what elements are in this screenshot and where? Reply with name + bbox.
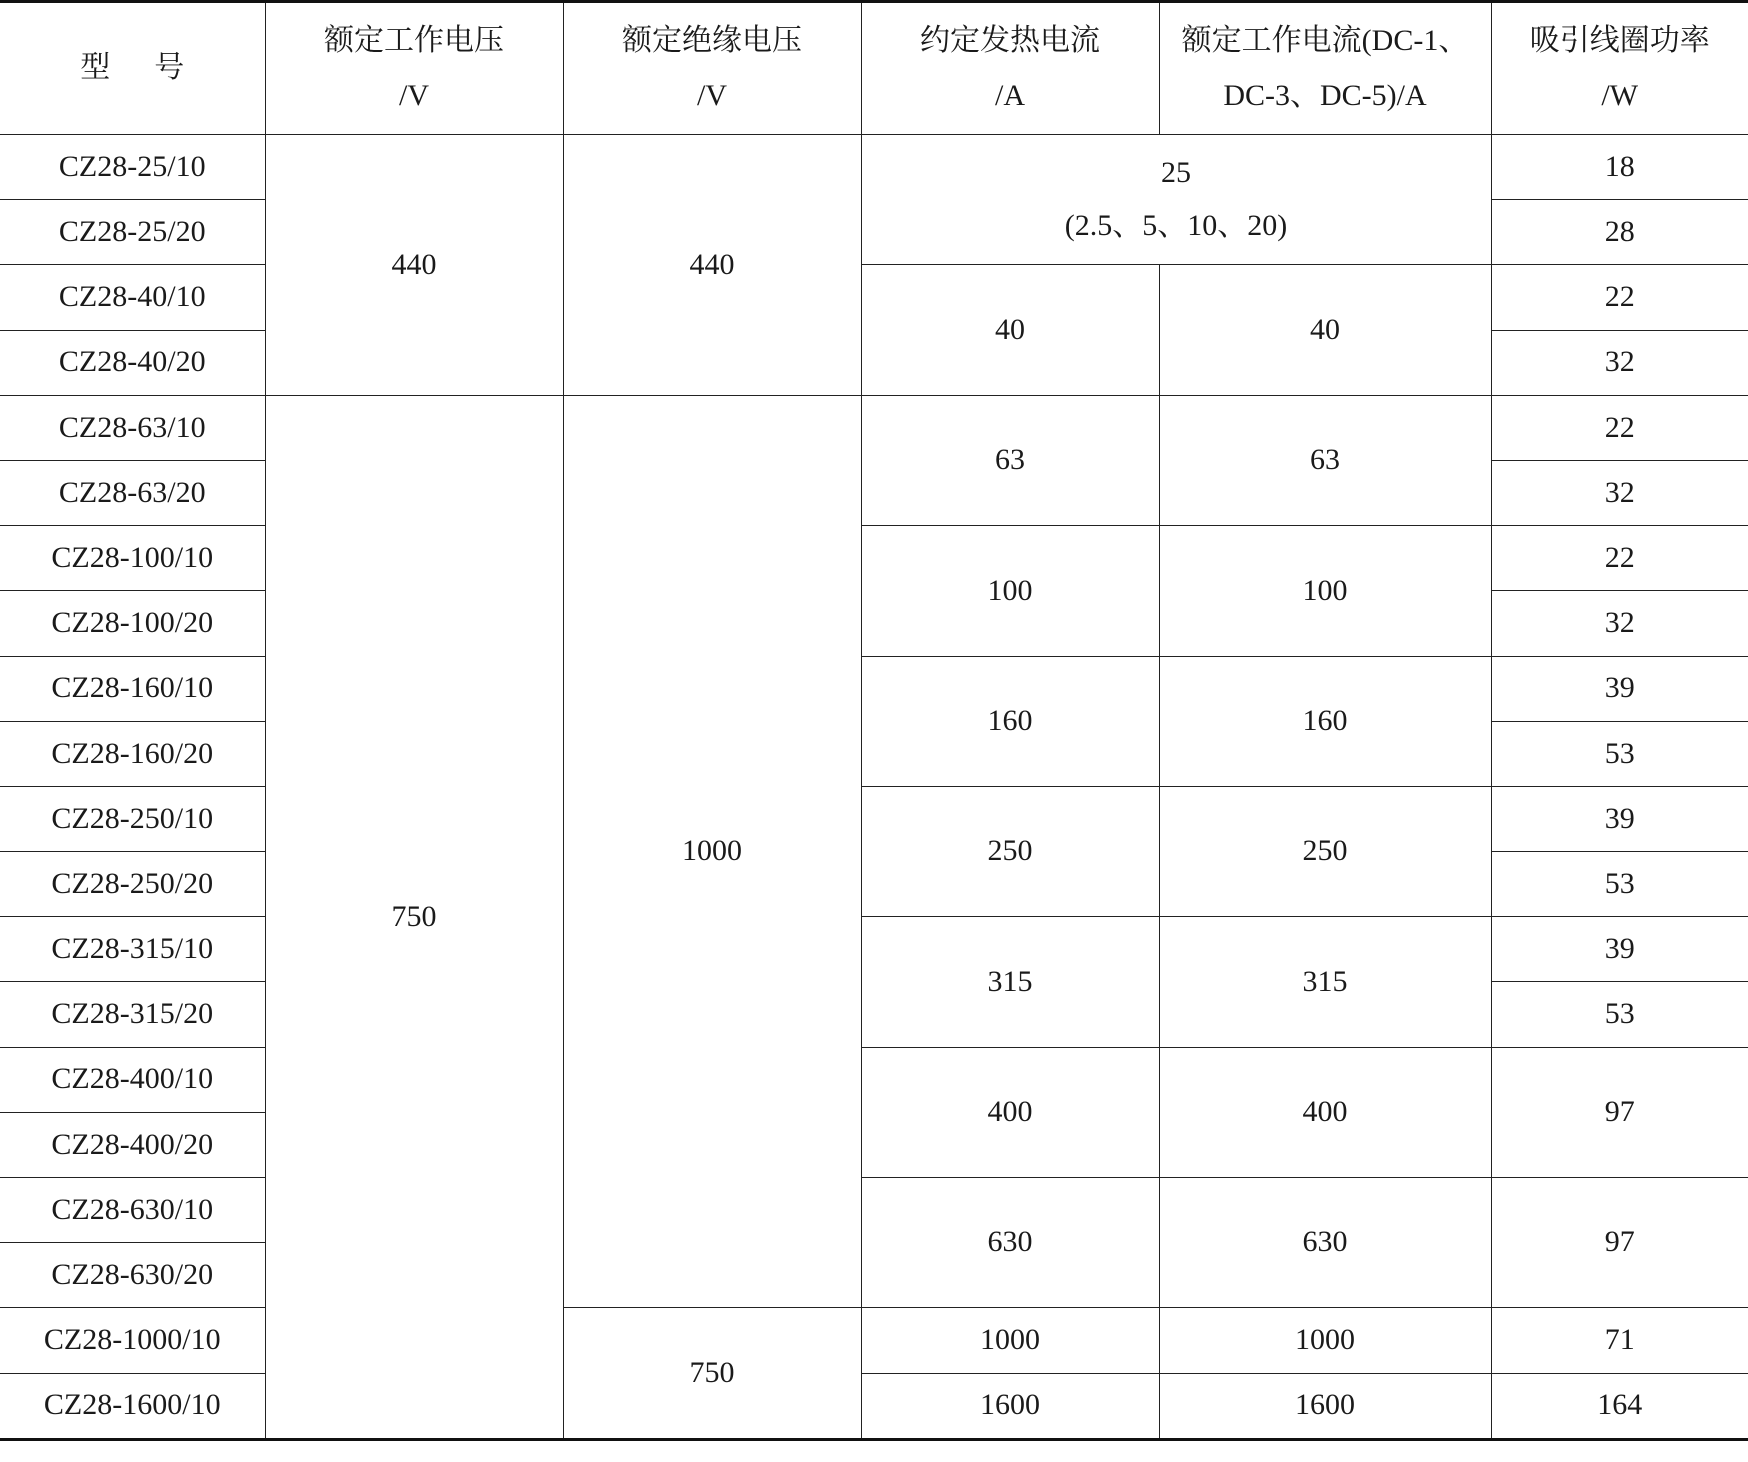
- model-cell: CZ28-160/10: [0, 656, 265, 721]
- insulation-voltage-cell: 1000: [563, 395, 861, 1308]
- header-insulation-voltage-label: 额定绝缘电压: [622, 24, 802, 57]
- model-cell: CZ28-25/20: [0, 200, 265, 265]
- rated-current-cell: 315: [1159, 917, 1491, 1047]
- rated-current-cell: 250: [1159, 786, 1491, 916]
- model-cell: CZ28-630/20: [0, 1243, 265, 1308]
- coil-power-cell: 39: [1491, 917, 1748, 982]
- model-cell: CZ28-100/20: [0, 591, 265, 656]
- coil-power-cell: 53: [1491, 982, 1748, 1047]
- header-model-label: 型号: [80, 51, 229, 85]
- current-25-value: 25: [1161, 156, 1191, 190]
- table-row: [0, 1373, 1748, 1439]
- table-row: [0, 656, 1748, 721]
- table-row: [0, 1047, 1748, 1112]
- header-rated-voltage: [265, 2, 563, 135]
- rated-current-cell: 40: [1159, 265, 1491, 395]
- header-rated-voltage-label: 额定工作电压: [324, 24, 504, 57]
- thermal-current-cell: 40: [861, 265, 1159, 395]
- model-cell: CZ28-250/10: [0, 786, 265, 851]
- rated-current-cell: 160: [1159, 656, 1491, 786]
- table-row: [0, 395, 1748, 460]
- coil-power-cell: 28: [1491, 200, 1748, 265]
- rated-current-cell: 63: [1159, 395, 1491, 525]
- coil-power-cell: 53: [1491, 721, 1748, 786]
- model-cell: CZ28-315/20: [0, 982, 265, 1047]
- thermal-current-cell: 100: [861, 526, 1159, 656]
- coil-power-cell: 39: [1491, 786, 1748, 851]
- coil-power-cell: 22: [1491, 526, 1748, 591]
- thermal-current-cell: 400: [861, 1047, 1159, 1177]
- coil-power-cell: 22: [1491, 395, 1748, 460]
- coil-power-cell: 39: [1491, 656, 1748, 721]
- model-cell: CZ28-63/10: [0, 395, 265, 460]
- model-cell: CZ28-250/20: [0, 852, 265, 917]
- coil-power-cell: 18: [1491, 135, 1748, 200]
- coil-power-cell: 97: [1491, 1178, 1748, 1308]
- current-25-cell: [861, 135, 1491, 265]
- rated-voltage-cell: 750: [265, 395, 563, 1439]
- thermal-current-cell: 630: [861, 1178, 1159, 1308]
- coil-power-cell: 32: [1491, 460, 1748, 525]
- header-coil-power-unit: /W: [1601, 78, 1639, 112]
- model-cell: CZ28-630/10: [0, 1178, 265, 1243]
- thermal-current-cell: 63: [861, 395, 1159, 525]
- thermal-current-cell: 160: [861, 656, 1159, 786]
- table-row: [0, 917, 1748, 982]
- model-cell: CZ28-400/10: [0, 1047, 265, 1112]
- insulation-voltage-cell: 750: [563, 1308, 861, 1439]
- coil-power-cell: 22: [1491, 265, 1748, 330]
- thermal-current-cell: 1000: [861, 1308, 1159, 1373]
- table-row: [0, 786, 1748, 851]
- model-cell: CZ28-400/20: [0, 1112, 265, 1177]
- header-rated-current-unit: DC-3、DC-5)/A: [1223, 78, 1427, 112]
- model-cell: CZ28-40/10: [0, 265, 265, 330]
- table-row: [0, 1178, 1748, 1243]
- rated-current-cell: 100: [1159, 526, 1491, 656]
- rated-voltage-cell: 440: [265, 135, 563, 396]
- thermal-current-cell: 1600: [861, 1373, 1159, 1439]
- model-cell: CZ28-40/20: [0, 330, 265, 395]
- table-row: [0, 265, 1748, 330]
- model-cell: CZ28-1000/10: [0, 1308, 265, 1373]
- coil-power-cell: 71: [1491, 1308, 1748, 1373]
- table-row: [0, 135, 1748, 200]
- header-insulation-voltage: [563, 2, 861, 135]
- header-row: [0, 2, 1748, 135]
- model-cell: CZ28-1600/10: [0, 1373, 265, 1439]
- coil-power-cell: 53: [1491, 852, 1748, 917]
- header-rated-current: [1159, 2, 1491, 135]
- header-insulation-voltage-unit: /V: [697, 78, 727, 112]
- rated-current-cell: 1000: [1159, 1308, 1491, 1373]
- model-cell: CZ28-25/10: [0, 135, 265, 200]
- header-rated-current-label: 额定工作电流(DC-1、: [1181, 24, 1469, 57]
- model-cell: CZ28-160/20: [0, 721, 265, 786]
- coil-power-cell: 32: [1491, 330, 1748, 395]
- rated-current-cell: 1600: [1159, 1373, 1491, 1439]
- rated-current-cell: 630: [1159, 1178, 1491, 1308]
- header-model: [0, 2, 265, 135]
- header-thermal-current-unit: /A: [995, 78, 1025, 112]
- current-25-options: (2.5、5、10、20): [1064, 208, 1288, 242]
- model-cell: CZ28-63/20: [0, 460, 265, 525]
- header-thermal-current-label: 约定发热电流: [920, 24, 1100, 57]
- header-rated-voltage-unit: /V: [399, 78, 429, 112]
- rated-current-cell: 400: [1159, 1047, 1491, 1177]
- model-cell: CZ28-315/10: [0, 917, 265, 982]
- thermal-current-cell: 250: [861, 786, 1159, 916]
- header-thermal-current: [861, 2, 1159, 135]
- model-cell: CZ28-100/10: [0, 526, 265, 591]
- coil-power-cell: 164: [1491, 1373, 1748, 1439]
- thermal-current-cell: 315: [861, 917, 1159, 1047]
- coil-power-cell: 97: [1491, 1047, 1748, 1177]
- header-coil-power: [1491, 2, 1748, 135]
- header-coil-power-label: 吸引线圈功率: [1529, 24, 1710, 57]
- insulation-voltage-cell: 440: [563, 135, 861, 396]
- table-row: [0, 1308, 1748, 1373]
- coil-power-cell: 32: [1491, 591, 1748, 656]
- table-row: [0, 526, 1748, 591]
